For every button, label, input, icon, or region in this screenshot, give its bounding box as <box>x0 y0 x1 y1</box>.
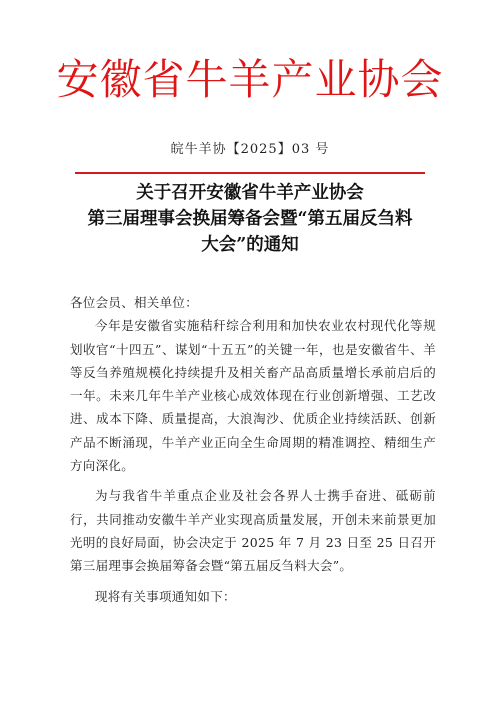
notice-body <box>70 291 436 608</box>
paragraph-meeting-decision: 为与我省牛羊重点企业及社会各界人士携手奋进、砥砺前行，共同推动安徽牛羊产业实现高质量发展，开创未来前景更加光明的良好局面，协会决定于 2025 年 7 月 23 日至 25 日召开第三届理事会换届筹备会暨“第五届反刍料大会”。 <box>70 488 436 574</box>
notice-title-line-1: 关于召开安徽省牛羊产业协会 <box>136 183 364 203</box>
organization-header: 安徽省牛羊产业协会 <box>56 55 444 104</box>
document-number: 皖牛羊协【2025】03 号 <box>170 142 330 157</box>
notice-title-line-3: 大会”的通知 <box>201 235 299 255</box>
salutation: 各位会员、相关单位： <box>70 295 199 310</box>
paragraph-notice-intro: 现将有关事项通知如下： <box>95 588 236 604</box>
red-divider-line <box>75 172 425 174</box>
notice-title <box>40 180 460 258</box>
paragraph-background: 今年是安徽省实施秸秆综合利用和加快农业农村现代化等规划收官“十四五”、谋划“十五五”的关键一年，也是安徽省牛、羊等反刍养殖规模化持续提升及相关畜产品高质量增长承前启后的一年。未来几年牛羊产业核心成效体现在行业创新增强、工艺改进、成本下降、质量提高，大浪淘沙、优质企业持续活跃、创新产品不断涌现，牛羊产业正向全生命周期的精准调控、精细生产方向深化。 <box>70 318 436 474</box>
notice-title-line-2: 第三届理事会换届筹备会暨“第五届反刍料 <box>87 209 413 229</box>
